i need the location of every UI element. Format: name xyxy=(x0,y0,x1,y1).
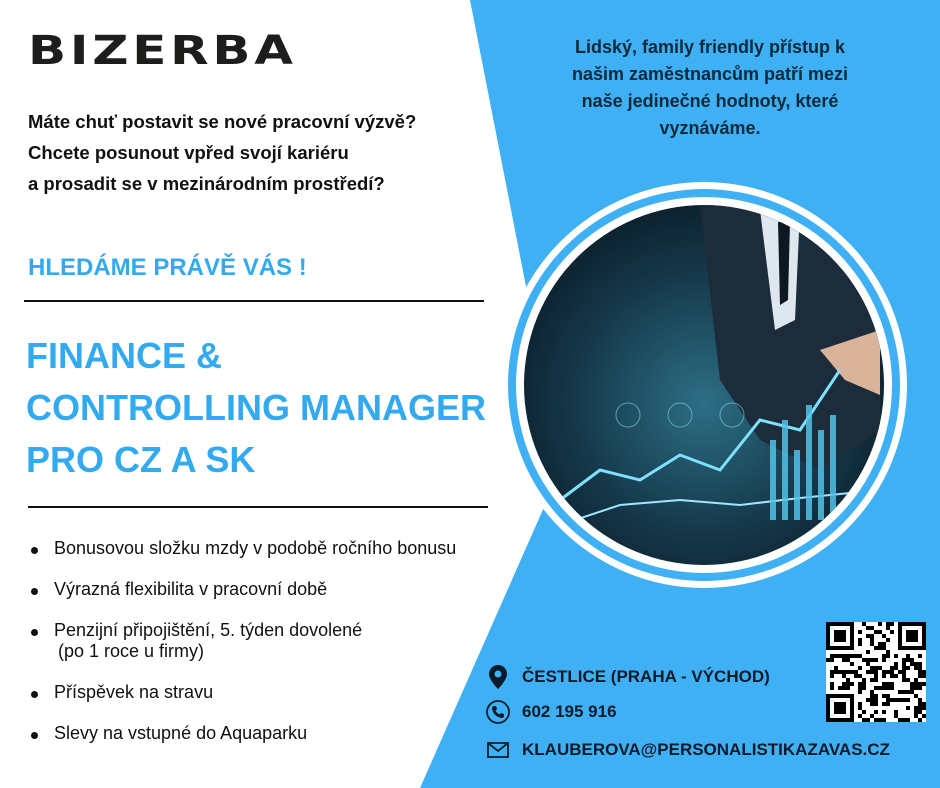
divider-bottom xyxy=(28,506,488,508)
qr-code[interactable] xyxy=(826,622,926,722)
email-text[interactable]: KLAUBEROVA@PERSONALISTIKAZAVAS.CZ xyxy=(522,740,890,759)
company-values-tagline xyxy=(520,34,900,142)
location-text: ČESTLICE (PRAHA - VÝCHOD) xyxy=(522,667,770,686)
intro-text xyxy=(28,106,416,199)
position-title-line: CONTROLLING MANAGER xyxy=(26,387,486,428)
contact-phone[interactable] xyxy=(486,700,617,724)
map-pin-icon xyxy=(486,665,510,689)
phone-icon xyxy=(486,700,510,724)
bullet-icon xyxy=(31,732,38,739)
benefit-item xyxy=(30,538,456,559)
benefit-text: Slevy na vstupné do Aquaparku xyxy=(54,723,308,743)
position-title xyxy=(26,330,486,486)
benefit-item xyxy=(30,620,456,662)
benefit-item xyxy=(30,723,456,744)
position-title-line: FINANCE & xyxy=(26,335,222,376)
tagline-line: vyznáváme. xyxy=(659,118,761,138)
tagline-line: naše jedinečné hodnoty, které xyxy=(581,91,839,111)
tagline-line: Lidský, family friendly přístup k xyxy=(574,37,846,57)
headline: HLEDÁME PRÁVĚ VÁS ! xyxy=(28,254,307,281)
benefit-text: Výrazná flexibilita v pracovní době xyxy=(54,579,328,599)
bullet-icon xyxy=(31,588,38,595)
benefit-text: Bonusovou složku mzdy v podobě ročního bonusu xyxy=(54,538,457,558)
benefit-text: Příspěvek na stravu xyxy=(54,682,214,702)
benefit-text: Penzijní připojištění, 5. týden dovolené xyxy=(54,620,363,640)
bizerba-logo: BIZERBA xyxy=(28,28,297,74)
benefit-item xyxy=(30,579,456,600)
intro-line: a prosadit se v mezinárodním prostředí? xyxy=(28,173,385,194)
benefit-subtext: (po 1 roce u firmy) xyxy=(58,641,205,661)
benefit-item xyxy=(30,682,456,703)
divider-top xyxy=(24,300,484,302)
contact-location xyxy=(486,665,770,689)
phone-text[interactable]: 602 195 916 xyxy=(522,702,617,721)
intro-line: Máte chuť postavit se nové pracovní výzvě? xyxy=(28,111,417,132)
tagline-line: našim zaměstnancům patří mezi xyxy=(571,64,849,84)
bullet-icon xyxy=(31,629,38,636)
bullet-icon xyxy=(31,547,38,554)
position-title-line: PRO CZ A SK xyxy=(26,439,256,480)
intro-line: Chcete posunout vpřed svojí kariéru xyxy=(28,142,349,163)
contact-email[interactable] xyxy=(486,738,890,762)
bullet-icon xyxy=(31,691,38,698)
benefits-list xyxy=(30,538,456,744)
envelope-icon xyxy=(486,738,510,762)
